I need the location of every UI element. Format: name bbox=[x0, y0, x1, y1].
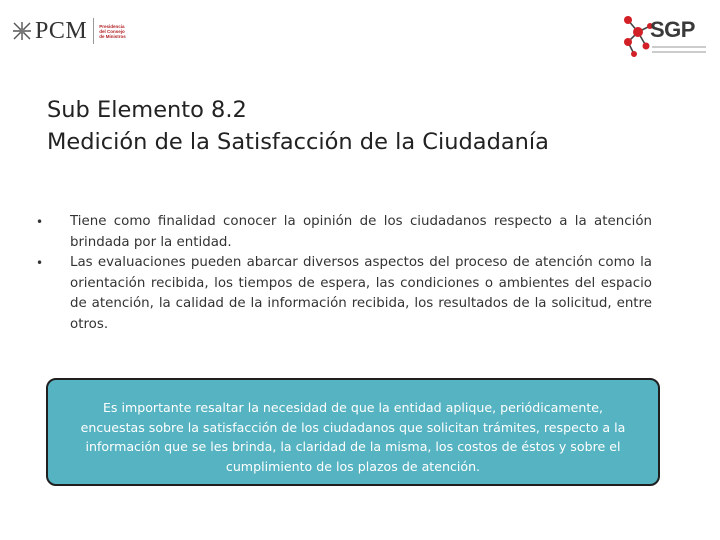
slide-title-line-1: Sub Elemento 8.2 bbox=[47, 97, 247, 123]
pcm-subtitle-line-1: Presidencia bbox=[99, 23, 125, 29]
pcm-subtitle-line-3: de Ministros bbox=[99, 33, 126, 39]
callout-box bbox=[46, 378, 660, 486]
pcm-logo-divider bbox=[93, 18, 94, 44]
pcm-emblem-icon bbox=[12, 21, 32, 41]
sgp-tagline-line-1 bbox=[652, 46, 706, 48]
bullet-dot-icon: • bbox=[36, 256, 44, 270]
sgp-tagline-line-2 bbox=[652, 51, 706, 53]
callout-text: Es importante resaltar la necesidad de que la entidad aplique, periódicamente, encuestas sobre la satisfacción de los ciudadanos que solicitan trámites, respecto a la información que se les brinda, la claridad de la misma, los costos de éstos y sobre el cumplimiento de los plazos de atención. bbox=[80, 400, 626, 474]
bullet-item bbox=[36, 253, 652, 335]
bullet-text: Las evaluaciones pueden abarcar diversos aspectos del proceso de atención como la orientación recibida, los tiempos de espera, las condiciones o ambientes del espacio de atención, la calidad de la información recibida, los resultados de la solicitud, entre otros. bbox=[70, 255, 652, 332]
pcm-subtitle-line-2: del Consejo bbox=[99, 28, 125, 34]
pcm-logo bbox=[12, 14, 126, 48]
sgp-logo bbox=[620, 12, 710, 62]
pcm-logo-subtitle bbox=[99, 24, 126, 39]
bullet-item bbox=[36, 212, 652, 253]
slide-title bbox=[47, 94, 687, 158]
sgp-logo-text: SGP bbox=[650, 17, 695, 42]
slide-title-line-2: Medición de la Satisfacción de la Ciudadanía bbox=[47, 129, 549, 155]
bullet-list bbox=[36, 212, 652, 335]
pcm-logo-text: PCM bbox=[35, 17, 88, 44]
bullet-dot-icon: • bbox=[36, 215, 44, 229]
bullet-text: Tiene como finalidad conocer la opinión de los ciudadanos respecto a la atención brindada por la entidad. bbox=[70, 214, 652, 250]
